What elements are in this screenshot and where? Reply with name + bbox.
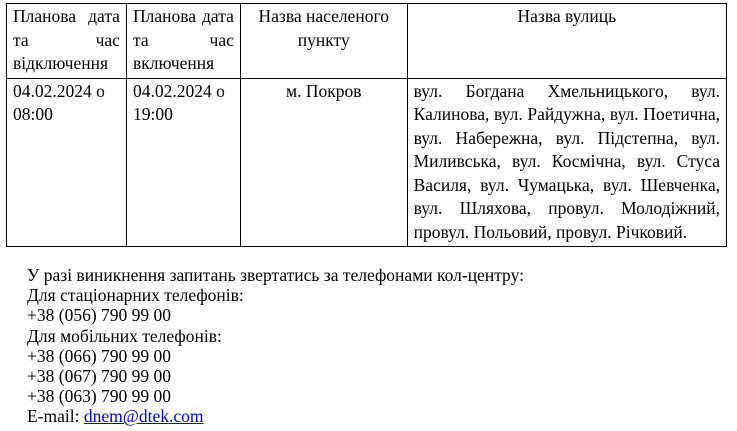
mobile-phone: +38 (063) 790 99 00 [27, 386, 172, 407]
email-line [27, 406, 524, 426]
on-datetime-cell: 04.02.2024 о 19:00 [126, 78, 240, 247]
header-settlement: Назва населеного пункту [240, 4, 407, 79]
email-label: E-mail: [27, 406, 84, 427]
email-link[interactable]: dnem@dtek.com [83, 406, 204, 427]
streets-cell: вул. Богдана Хмельницького, вул. Калинова, вул. Райдужна, вул. Поетична, вул. Набережна, вул. Підстепна, вул. Миливська, вул. Космічна, вул. Стуса Василя, вул. Чумацька, вул. Шевченка, вул. Шляхова, провул. Молодіжний, провул. Польовий, провул. Річковий. [407, 78, 726, 247]
outage-schedule-table [6, 3, 727, 247]
landline-phone: +38 (056) 790 99 00 [27, 305, 172, 326]
mobile-phone: +38 (067) 790 99 00 [27, 366, 172, 387]
contact-info [27, 265, 524, 427]
table-header-row [7, 4, 727, 79]
table-row [7, 78, 727, 247]
contact-intro: У разі виникнення запитань звертатись за телефонами кол-центру: [27, 265, 524, 285]
off-datetime-cell: 04.02.2024 о 08:00 [7, 78, 127, 247]
header-on-datetime: Планова дата та час включення [126, 4, 240, 79]
settlement-cell: м. Покров [240, 78, 407, 247]
mobile-label: Для мобільних телефонів: [27, 325, 222, 346]
header-streets: Назва вулиць [407, 4, 726, 79]
mobile-phone: +38 (066) 790 99 00 [27, 345, 172, 366]
landline-label: Для стаціонарних телефонів: [27, 285, 244, 306]
header-off-datetime: Планова дата та час відключення [7, 4, 127, 79]
